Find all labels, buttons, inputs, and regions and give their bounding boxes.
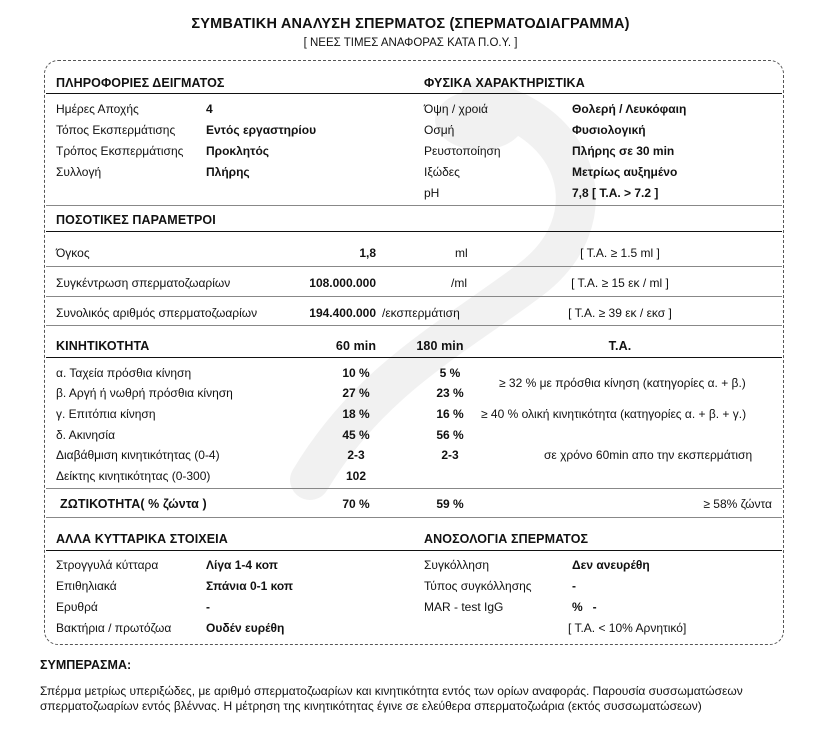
total-count-ref: [ Τ.Α. ≥ 39 εκ / εκσ ] <box>568 306 672 320</box>
motility-row-label: α. Ταχεία πρόσθια κίνηση <box>56 366 192 380</box>
agglutination-type-value: - <box>572 579 576 593</box>
quantitative-heading: ΠΟΣΟΤΙΚΕΣ ΠΑΡΑΜΕΤΡΟΙ <box>56 213 216 227</box>
total-count-label: Συνολικός αριθμός σπερματοζωαρίων <box>56 306 258 320</box>
physical-value-liquefaction: Πλήρης σε 30 min <box>572 144 675 158</box>
motility-row-v180: 5 % <box>439 366 461 380</box>
motility-row-v180: 23 % <box>436 386 464 400</box>
physical-label-viscosity: Ιξώδες <box>424 165 460 179</box>
physical-label-odor: Οσμή <box>424 123 455 137</box>
motility-row-v60: 10 % <box>342 366 370 380</box>
sample-label-method: Τρόπος Εκσπερμάτισης <box>56 144 184 158</box>
volume-ref: [ Τ.Α. ≥ 1.5 ml ] <box>580 246 660 260</box>
report-subtitle: [ ΝΕΕΣ ΤΙΜΕΣ ΑΝΑΦΟΡΑΣ ΚΑΤΑ Π.Ο.Υ. ] <box>303 37 518 49</box>
motility-col-ref: Τ.Α. <box>608 339 632 353</box>
physical-value-ph: 7,8 [ Τ.Α. > 7.2 ] <box>572 186 659 200</box>
physical-label-ph: pH <box>424 186 440 200</box>
conclusion-heading: ΣΥΜΠΕΡΑΣΜΑ: <box>40 658 132 672</box>
sample-value-method: Προκλητός <box>206 144 270 158</box>
concentration-value: 108.000.000 <box>309 276 376 290</box>
report-title: ΣΥΜΒΑΤΙΚΗ ΑΝΑΛΥΣΗ ΣΠΕΡΜΑΤΟΣ (ΣΠΕΡΜΑΤΟΔΙΑΓΡΑΜΜΑ) <box>191 16 630 32</box>
divider <box>46 266 782 267</box>
concentration-ref: [ Τ.Α. ≥ 15 εκ / ml ] <box>571 276 669 290</box>
total-count-value: 194.400.000 <box>309 306 376 320</box>
vitality-v60: 70 % <box>342 497 370 511</box>
sample-label-collection: Συλλογή <box>56 165 102 179</box>
sample-info-heading: ΠΛΗΡΟΦΟΡΙΕΣ ΔΕΙΓΜΑΤΟΣ <box>56 76 225 90</box>
round-cells-value: Λίγα 1-4 κοπ <box>206 558 278 572</box>
mar-test-value: % - <box>572 600 597 614</box>
concentration-unit: /ml <box>451 276 467 290</box>
divider <box>46 488 782 489</box>
sample-label-abstinence: Ημέρες Αποχής <box>56 102 139 116</box>
ref-total-motility: ≥ 40 % ολική κινητικότητα (κατηγορίες α. + β. + γ.) <box>481 407 747 421</box>
divider <box>46 93 782 94</box>
vitality-ref: ≥ 58% ζώντα <box>703 497 772 511</box>
total-count-unit: /εκσπερμάτιση <box>382 306 460 320</box>
divider <box>46 550 782 551</box>
motility-heading: ΚΙΝΗΤΙΚΟΤΗΤΑ <box>56 339 150 353</box>
motility-col-60: 60 min <box>335 339 377 353</box>
divider <box>46 517 782 518</box>
ref-time: σε χρόνο 60min απο την εκσπερμάτιση <box>544 448 753 462</box>
physical-value-odor: Φυσιολογική <box>572 123 646 137</box>
motility-col-180: 180 min <box>416 339 464 353</box>
motility-row-label: δ. Ακινησία <box>56 428 116 442</box>
motility-index-label: Δείκτης κινητικότητας (0-300) <box>56 469 211 483</box>
sample-value-collection: Πλήρης <box>206 165 250 179</box>
physical-value-appearance: Θολερή / Λευκόφαιη <box>572 102 687 116</box>
vitality-v180: 59 % <box>436 497 464 511</box>
bacteria-label: Βακτήρια / πρωτόζωα <box>56 621 172 635</box>
other-cells-heading: ΑΛΛΑ ΚΥΤΤΑΡΙΚΑ ΣΤΟΙΧΕΙΑ <box>56 532 228 546</box>
divider <box>46 357 782 358</box>
physical-label-liquefaction: Ρευστοποίηση <box>424 144 501 158</box>
motility-row-v60: 18 % <box>342 407 370 421</box>
divider <box>46 205 782 206</box>
physical-label-appearance: Όψη / χροιά <box>424 102 488 116</box>
motility-row-v60: 27 % <box>342 386 370 400</box>
sample-value-abstinence: 4 <box>206 102 213 116</box>
agglutination-label: Συγκόλληση <box>424 558 490 572</box>
physical-value-viscosity: Μετρίως αυξημένο <box>572 165 678 179</box>
round-cells-label: Στρογγυλά κύτταρα <box>56 558 159 572</box>
divider <box>46 296 782 297</box>
ref-progressive: ≥ 32 % με πρόσθια κίνηση (κατηγορίες α. + β.) <box>499 376 746 390</box>
motility-row-v60: 45 % <box>342 428 370 442</box>
divider <box>46 231 782 232</box>
conclusion-text: Σπέρμα μετρίως υπεριξώδες, με αριθμό σπερματοζωαρίων και κινητικότητα εντός των ορίων αναφοράς. Παρουσία συσσωματώσεων σπερματοζωαρίων εντός βλέννας. Η μέτρηση της κινητικότητας έγινε σε ελεύθερα σπερματοζωάρια (εκτός συσσωματώσεων) <box>40 684 743 713</box>
agglutination-value: Δεν ανευρέθη <box>572 558 650 572</box>
motility-grade-v180: 2-3 <box>441 448 459 462</box>
agglutination-type-label: Τύπος συγκόλλησης <box>424 579 532 593</box>
mar-test-label: MAR - test IgG <box>424 600 504 614</box>
vitality-label: ΖΩΤΙΚΟΤΗΤΑ( % ζώντα ) <box>60 497 207 511</box>
sample-label-place: Τόπος Εκσπερμάτισης <box>56 123 176 137</box>
sample-value-place: Εντός εργαστηρίου <box>206 123 317 137</box>
epithelial-label: Επιθηλιακά <box>56 579 117 593</box>
divider <box>46 325 782 326</box>
volume-value: 1,8 <box>359 246 376 260</box>
epithelial-value: Σπάνια 0-1 κοπ <box>206 579 294 593</box>
motility-index-v60: 102 <box>345 469 367 483</box>
motility-row-label: β. Αργή ή νωθρή πρόσθια κίνηση <box>56 386 233 400</box>
bacteria-value: Ουδέν ευρέθη <box>206 621 285 635</box>
mar-test-ref: [ Τ.Α. < 10% Αρνητικό] <box>568 621 687 635</box>
volume-unit: ml <box>455 246 468 260</box>
volume-label: Όγκος <box>56 246 90 260</box>
erythrocytes-value: - <box>206 600 210 614</box>
physical-heading: ΦΥΣΙΚΑ ΧΑΡΑΚΤΗΡΙΣΤΙΚΑ <box>424 76 585 90</box>
immunology-heading: ΑΝΟΣΟΛΟΓΙΑ ΣΠΕΡΜΑΤΟΣ <box>424 532 589 546</box>
motility-row-v180: 56 % <box>436 428 464 442</box>
erythrocytes-label: Ερυθρά <box>56 600 98 614</box>
motility-grade-label: Διαβάθμιση κινητικότητας (0-4) <box>56 448 220 462</box>
motility-row-v180: 16 % <box>436 407 464 421</box>
motility-row-label: γ. Επιτόπια κίνηση <box>56 407 156 421</box>
motility-grade-v60: 2-3 <box>347 448 365 462</box>
concentration-label: Συγκέντρωση σπερματοζωαρίων <box>56 276 231 290</box>
